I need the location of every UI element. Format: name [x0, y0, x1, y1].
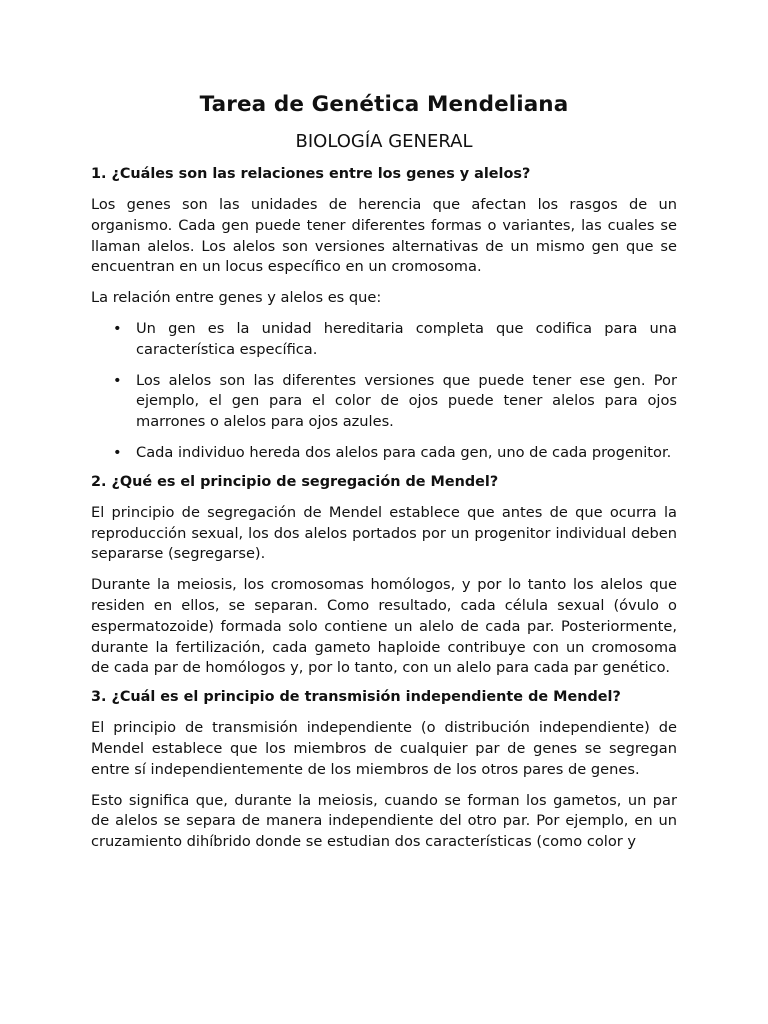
- bullet-marker: •: [113, 443, 122, 461]
- question-1-paragraph-2: La relación entre genes y alelos es que:: [91, 289, 382, 307]
- question-3-paragraph-1: El principio de transmisión independiente (o distribución independiente) de Mendel establece que los miembros de cualquier par de genes se segregan entre sí independientemente de los miembros de los otros pares de genes.: [91, 719, 677, 778]
- bullet-item: [113, 443, 677, 464]
- bullet-text: Los alelos son las diferentes versiones que puede tener ese gen. Por ejemplo, el gen para el color de ojos puede tener alelos para ojos marrones o alelos para ojos azules.: [136, 371, 677, 431]
- question-2-paragraph-1: El principio de segregación de Mendel establece que antes de que ocurra la reproducción sexual, los dos alelos portados por un progenitor individual deben separarse (segregarse).: [91, 503, 677, 563]
- section-q1: [91, 164, 677, 464]
- question-2-heading: 2. ¿Qué es el principio de segregación de Mendel?: [91, 473, 499, 490]
- question-1-paragraph-1: Los genes son las unidades de herencia que afectan los rasgos de un organismo. Cada gen puede tener diferentes formas o variantes, las cuales se llaman alelos. Los alelos son versiones alternativas de un mismo gen que se encuentran en un locus específico en un cromosoma.: [91, 196, 677, 276]
- document-subtitle: BIOLOGÍA GENERAL: [295, 131, 473, 152]
- bullet-marker: •: [113, 371, 122, 389]
- bullet-item: [113, 371, 677, 433]
- section-q2: [91, 472, 677, 679]
- question-2-paragraph-2: Durante la meiosis, los cromosomas homólogos, y por lo tanto los alelos que residen en ellos, se separan. Como resultado, cada célula sexual (óvulo o espermatozoide) formada solo contiene un alelo de cada par. Posteriormente, durante la fertilización, cada gameto haploide contribuye con un cromosoma de cada par de homólogos y, por lo tanto, con un alelo para cada par genético.: [91, 576, 677, 677]
- bullet-text: Cada individuo hereda dos alelos para cada gen, uno de cada progenitor.: [136, 443, 672, 461]
- bullet-item: [113, 319, 677, 361]
- bullet-marker: •: [113, 319, 122, 337]
- document-title: Tarea de Genética Mendeliana: [199, 92, 569, 117]
- bullet-text: Un gen es la unidad hereditaria completa que codifica para una característica específica.: [136, 319, 677, 358]
- question-1-heading: 1. ¿Cuáles son las relaciones entre los genes y alelos?: [91, 166, 531, 182]
- question-3-heading: 3. ¿Cuál es el principio de transmisión independiente de Mendel?: [91, 689, 621, 706]
- section-q3: [91, 687, 677, 853]
- question-1-bullet-list: [91, 319, 677, 464]
- question-3-paragraph-2: Esto significa que, durante la meiosis, cuando se forman los gametos, un par de alelos se separa de manera independiente del otro par. Por ejemplo, en un cruzamiento dihíbrido donde se estudian dos características (como color y: [91, 791, 677, 851]
